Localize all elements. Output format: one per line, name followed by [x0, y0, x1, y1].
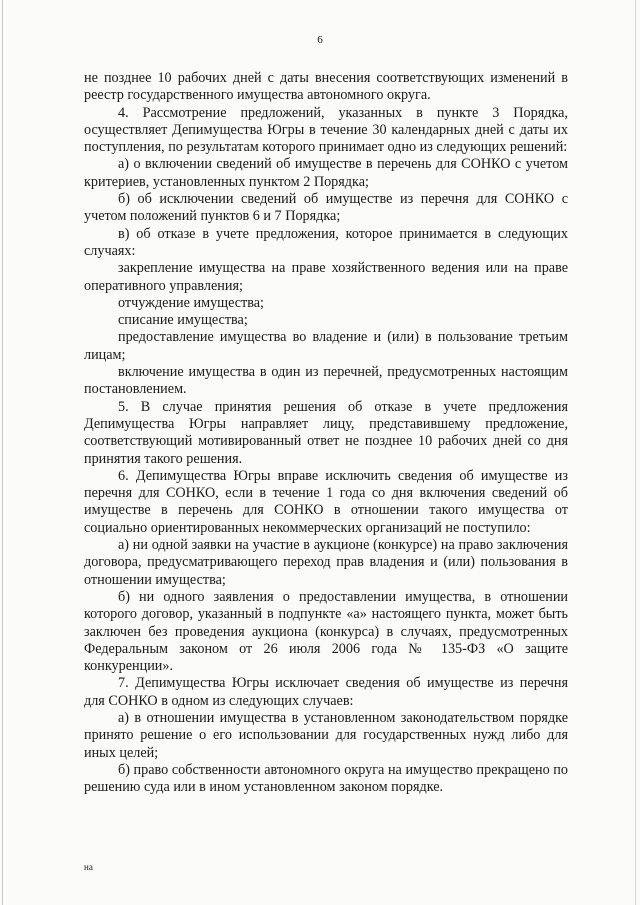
page-number: 6: [317, 34, 323, 46]
document-body: [84, 70, 568, 796]
paragraph: включение имущества в один из перечней, предусмотренных настоящим постановлением.: [84, 364, 568, 398]
paragraph: отчуждение имущества;: [118, 294, 264, 311]
paragraph: списание имущества;: [118, 312, 248, 329]
paragraph: в) об отказе в учете предложения, которое принимается в следующих случаях:: [84, 225, 568, 259]
paragraph: 6. Депимущества Югры вправе исключить сведения об имуществе из перечня для СОНКО, если в течение 1 года со дня включения сведений об имуществе в перечень для СОНКО в отношении такого имущества от социально ориентированных некоммерческих организаций не поступило:: [84, 467, 568, 536]
footer-mark: на: [84, 862, 93, 872]
paragraph: не позднее 10 рабочих дней с даты внесения соответствующих изменений в реестр государственного имущества автономного округа.: [84, 70, 568, 104]
paragraph: закрепление имущества на праве хозяйственного ведения или на праве оперативного управления;: [84, 260, 568, 294]
paragraph: б) об исключении сведений об имуществе из перечня для СОНКО с учетом положений пунктов 6 и 7 Порядка;: [84, 191, 568, 225]
paragraph: а) о включении сведений об имуществе в перечень для СОНКО с учетом критериев, установленных пунктом 2 Порядка;: [84, 156, 568, 190]
paragraph: а) ни одной заявки на участие в аукционе (конкурсе) на право заключения договора, предусматривающего переход прав владения и (или) пользования в отношении имущества;: [84, 537, 568, 588]
paragraph: б) ни одного заявления о предоставлении имущества, в отношении которого договор, указанный в подпункте «а» настоящего пункта, может быть заключен без проведения аукциона (конкурса) в случаях, предусмотренных Федеральным законом от 26 июля 2006 года № 135-ФЗ «О защите конкуренции».: [84, 588, 568, 675]
scan-edge-left: [2, 0, 3, 905]
scan-edge-right: [635, 0, 636, 905]
paragraph: предоставление имущества во владение и (или) в пользование третьим лицам;: [84, 329, 568, 363]
paragraph: 4. Рассмотрение предложений, указанных в пункте 3 Порядка, осуществляет Депимущества Югры в течение 30 календарных дней с даты их поступления, по результатам которого принимает одно из следующих решений:: [84, 104, 568, 156]
paragraph: б) право собственности автономного округа на имущество прекращено по решению суда или в ином установленном законом порядке.: [84, 761, 568, 796]
paragraph: 5. В случае принятия решения об отказе в учете предложения Депимущества Югры направляет лицу, представившему предложение, соответствующий мотивированный ответ не позднее 10 рабочих дней со дня принятия такого решения.: [84, 398, 568, 467]
paragraph: а) в отношении имущества в установленном законодательством порядке принято решение о его использовании для государственных нужд либо для иных целей;: [84, 709, 568, 761]
paragraph: 7. Депимущества Югры исключает сведения об имуществе из перечня для СОНКО в одном из следующих случаев:: [84, 675, 568, 709]
